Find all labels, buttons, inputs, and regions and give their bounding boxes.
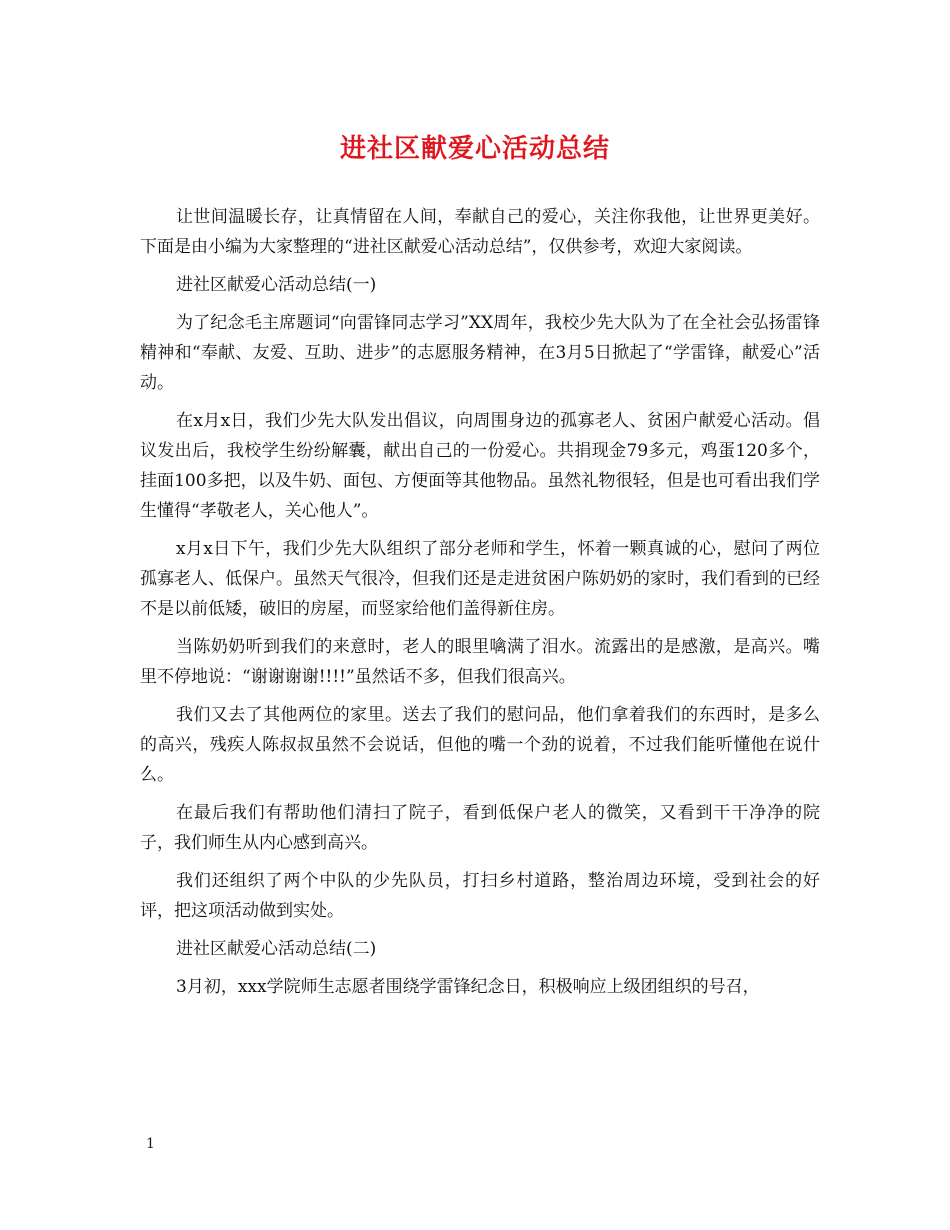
intro-paragraph: 让世间温暖长存，让真情留在人间，奉献自己的爱心，关注你我他，让世界更美好。下面是由小编为大家整理的“进社区献爱心活动总结”，仅供参考，欢迎大家阅读。 bbox=[140, 207, 820, 257]
body-paragraph: 当陈奶奶听到我们的来意时，老人的眼里噙满了泪水。流露出的是感激，是高兴。嘴里不停地说：“谢谢谢谢!!!!”虽然话不多，但我们很高兴。 bbox=[140, 637, 820, 687]
body-paragraph: x月x日下午，我们少先大队组织了部分老师和学生，怀着一颗真诚的心，慰问了两位孤寡老人、低保户。虽然天气很冷，但我们还是走进贫困户陈奶奶的家时，我们看到的已经不是以前低矮，破旧的房屋，而竖家给他们盖得新住房。 bbox=[140, 539, 820, 619]
section-heading-2: 进社区献爱心活动总结(二) bbox=[176, 939, 377, 959]
body-paragraph: 在x月x日，我们少先大队发出倡议，向周围身边的孤寡老人、贫困户献爱心活动。倡议发出后，我校学生纷纷解囊，献出自己的一份爱心。共捐现金79多元，鸡蛋120多个，挂面100多把，以及牛奶、面包、方便面等其他物品。虽然礼物很轻，但是也可看出我们学生懂得“孝敬老人，关心他人”。 bbox=[140, 411, 820, 521]
document-body bbox=[140, 202, 820, 1010]
document-title: 进社区献爱心活动总结 bbox=[339, 134, 610, 164]
page-number: 1 bbox=[146, 1136, 155, 1152]
section-heading-1: 进社区献爱心活动总结(一) bbox=[176, 275, 377, 295]
body-paragraph: 我们又去了其他两位的家里。送去了我们的慰问品，他们拿着我们的东西时，是多么的高兴，残疾人陈叔叔虽然不会说话，但他的嘴一个劲的说着，不过我们能听懂他在说什么。 bbox=[140, 705, 820, 785]
body-paragraph: 我们还组织了两个中队的少先队员，打扫乡村道路，整治周边环境，受到社会的好评，把这项活动做到实处。 bbox=[140, 871, 820, 921]
body-paragraph: 在最后我们有帮助他们清扫了院子，看到低保户老人的微笑，又看到干干净净的院子，我们师生从内心感到高兴。 bbox=[140, 803, 820, 853]
body-paragraph: 为了纪念毛主席题词“向雷锋同志学习”XX周年，我校少先大队为了在全社会弘扬雷锋精神和“奉献、友爱、互助、进步”的志愿服务精神，在3月5日掀起了“学雷锋，献爱心”活动。 bbox=[140, 313, 820, 393]
body-paragraph: 3月初，xxx学院师生志愿者围绕学雷锋纪念日，积极响应上级团组织的号召， bbox=[176, 977, 760, 997]
